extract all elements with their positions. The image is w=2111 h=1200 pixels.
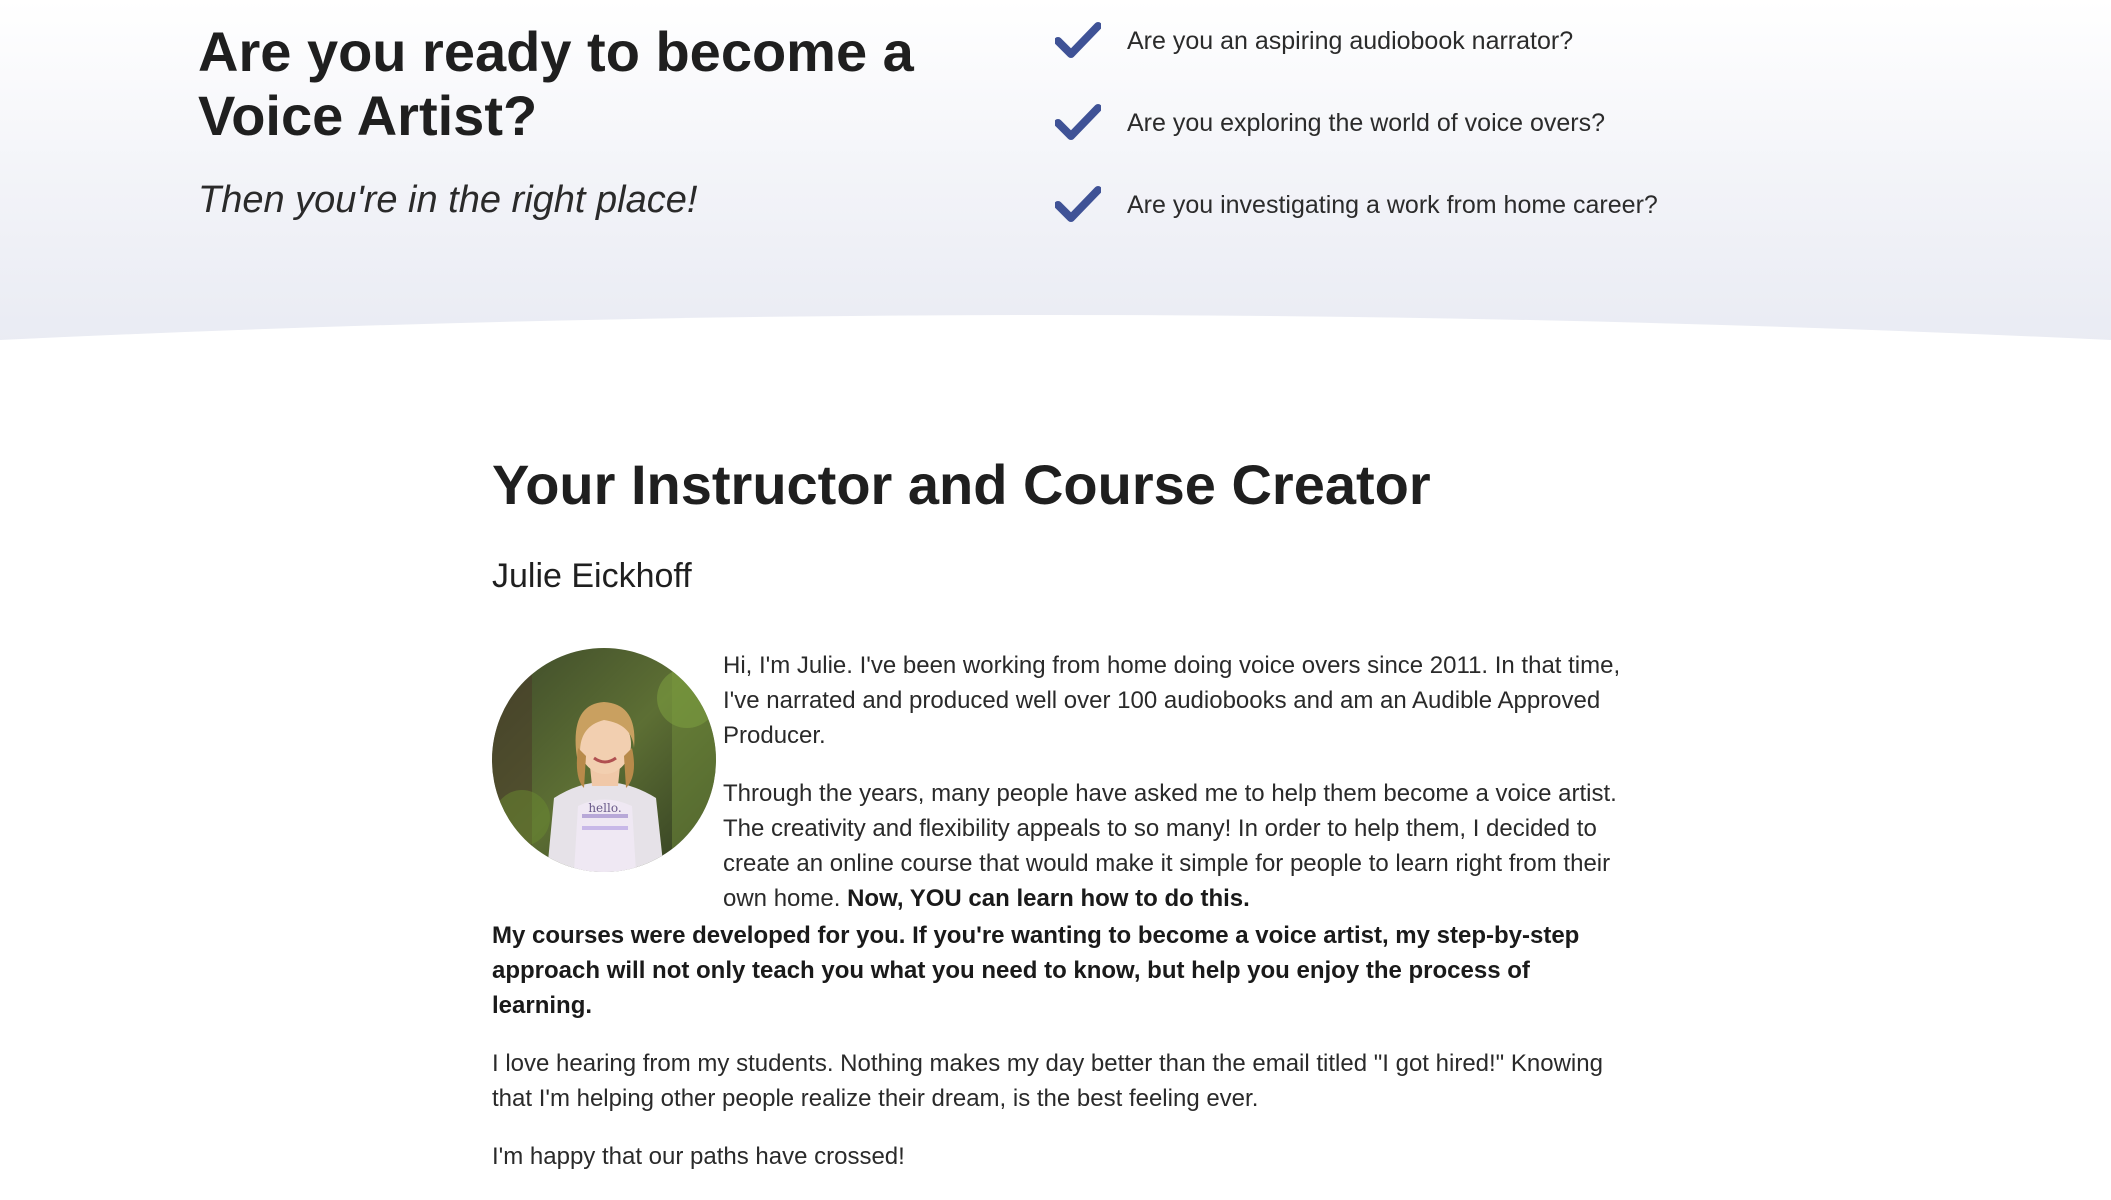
instructor-photo	[492, 648, 716, 872]
hero-subtitle: Then you're in the right place!	[198, 179, 698, 221]
bio-text-top	[723, 648, 1622, 916]
checkmark-icon	[1055, 21, 1101, 61]
checklist-item	[1055, 98, 1658, 148]
instructor-name: Julie Eickhoff	[492, 557, 692, 595]
hero-section	[0, 0, 2111, 345]
bio-paragraph: I love hearing from my students. Nothing makes my day better than the email titled "I got hired!" Knowing that I'm helping other people realize their dream, is the best feeling ever.	[492, 1050, 1603, 1112]
checklist-item-text: Are you investigating a work from home career?	[1127, 190, 1658, 219]
instructor-avatar	[492, 648, 716, 872]
bio-paragraph-text: Through the years, many people have asked me to help them become a voice artist. The creativity and flexibility appeals to so many! In order to help them, I decided to create an online course that would make it simple for people to learn right from their own home.	[723, 780, 1617, 912]
checklist-item-text: Are you exploring the world of voice overs?	[1127, 108, 1606, 137]
bio-paragraph	[723, 776, 1622, 916]
hero-checklist	[1055, 16, 1658, 262]
bio-paragraph: Hi, I'm Julie. I've been working from home doing voice overs since 2011. In that time, I've narrated and produced well over 100 audiobooks and am an Audible Approved Producer.	[723, 652, 1621, 749]
checkmark-icon	[1055, 185, 1101, 225]
checklist-item	[1055, 16, 1658, 66]
bio-paragraph: I'm happy that our paths have crossed!	[492, 1143, 905, 1170]
bio-row	[492, 648, 1622, 918]
bio-paragraph-bold: My courses were developed for you. If you're wanting to become a voice artist, my step-by-step approach will not only teach you what you need to know, but help you enjoy the process of learning.	[492, 922, 1580, 1019]
checkmark-icon	[1055, 103, 1101, 143]
hero-title: Are you ready to become a Voice Artist?	[198, 20, 914, 147]
instructor-section	[492, 450, 1622, 1197]
checklist-item-text: Are you an aspiring audiobook narrator?	[1127, 26, 1574, 55]
section-title: Your Instructor and Course Creator	[492, 453, 1431, 516]
checklist-item	[1055, 180, 1658, 230]
shirt-text: hello.	[588, 801, 622, 815]
bio-paragraph-emphasis: Now, YOU can learn how to do this.	[847, 885, 1250, 912]
